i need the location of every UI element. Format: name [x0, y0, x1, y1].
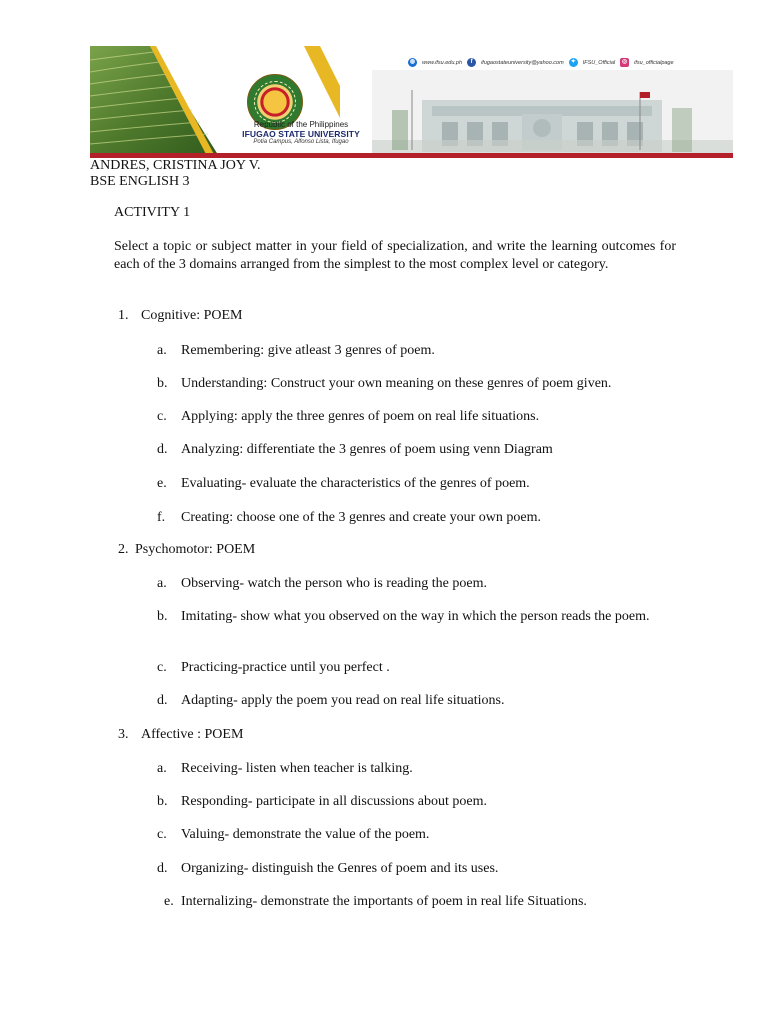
- instagram-icon: ◎: [621, 59, 628, 65]
- website-text: www.ifsu.edu.ph: [422, 59, 463, 66]
- list-item: [164, 893, 684, 911]
- twitter-icon: ✦: [570, 59, 576, 65]
- item-text: Evaluating- evaluate the characteristics of the genres of poem.: [181, 476, 530, 491]
- social-links: [408, 58, 674, 67]
- instagram-text: ifsu_officialpage: [634, 59, 674, 66]
- item-letter: b.: [157, 609, 168, 624]
- letterhead-banner: [90, 46, 733, 158]
- item-text: Imitating- show what you observed on the way in which the person reads the poem.: [181, 609, 650, 624]
- list-item: [157, 408, 677, 426]
- globe-icon: ◍: [409, 59, 416, 65]
- item-text: Remembering: give atleast 3 genres of poem.: [181, 343, 435, 358]
- list-item: [157, 659, 677, 677]
- item-text: Internalizing- demonstrate the importants of poem in real life Situations.: [181, 894, 587, 909]
- list-item: [157, 475, 677, 493]
- university-name: IFUGAO STATE UNIVERSITY: [242, 129, 360, 139]
- university-name-block: [226, 120, 376, 145]
- republic-label: Republic of the Philippines: [253, 120, 349, 129]
- item-text: Adapting- apply the poem you read on real life situations.: [181, 693, 505, 708]
- list-item: [157, 375, 677, 393]
- section-heading-cognitive: [118, 308, 243, 324]
- item-letter: c.: [157, 827, 167, 842]
- section-number: 3.: [118, 727, 129, 742]
- item-text: Valuing- demonstrate the value of the poem.: [181, 827, 430, 842]
- campus-building-image: [372, 70, 733, 158]
- item-letter: e.: [157, 476, 167, 491]
- item-text: Creating: choose one of the 3 genres and create your own poem.: [181, 510, 541, 525]
- item-letter: d.: [157, 693, 168, 708]
- item-letter: b.: [157, 376, 168, 391]
- student-name: ANDRES, CRISTINA JOY V.: [90, 158, 261, 173]
- campus-address: Potia Campus, Alfonso Lista, Ifugao: [253, 139, 349, 145]
- twitter-text: IFSU_Official: [582, 59, 616, 66]
- item-text: Analyzing: differentiate the 3 genres of poem using venn Diagram: [181, 442, 553, 457]
- section-heading-psychomotor: [118, 542, 255, 558]
- list-item: [157, 793, 677, 811]
- item-letter: d.: [157, 861, 168, 876]
- item-text: Organizing- distinguish the Genres of poem and its uses.: [181, 861, 499, 876]
- list-item: [157, 860, 677, 878]
- facebook-icon: f: [467, 58, 476, 67]
- item-letter: a.: [157, 576, 167, 591]
- item-letter: b.: [157, 794, 168, 809]
- list-item: [157, 509, 677, 527]
- section-title: Cognitive: POEM: [141, 308, 243, 323]
- item-letter: a.: [157, 761, 167, 776]
- item-text: Observing- watch the person who is reading the poem.: [181, 576, 487, 591]
- section-title: Psychomotor: POEM: [135, 542, 256, 557]
- section-title: Affective : POEM: [141, 727, 244, 742]
- list-item: [157, 692, 677, 710]
- item-letter: c.: [157, 409, 167, 424]
- item-letter: a.: [157, 343, 167, 358]
- activity-title: ACTIVITY 1: [114, 205, 191, 220]
- list-item: [157, 608, 677, 626]
- item-text: Applying: apply the three genres of poem on real life situations.: [181, 409, 540, 424]
- list-item: [157, 342, 677, 360]
- item-text: Understanding: Construct your own meaning on these genres of poem given.: [181, 376, 612, 391]
- item-text: Responding- participate in all discussions about poem.: [181, 794, 488, 809]
- list-item: [157, 826, 677, 844]
- section-number: 2.: [118, 542, 129, 557]
- item-letter: f.: [157, 510, 166, 525]
- item-text: Receiving- listen when teacher is talking.: [181, 761, 413, 776]
- item-letter: c.: [157, 660, 167, 675]
- item-letter: d.: [157, 442, 168, 457]
- section-number: 1.: [118, 308, 129, 323]
- list-item: [157, 441, 677, 459]
- list-item: [157, 575, 677, 593]
- item-text: Practicing-practice until you perfect .: [181, 660, 390, 675]
- section-heading-affective: [118, 727, 243, 743]
- email-text: ifugaostateuniversity@yahoo.com: [481, 59, 564, 66]
- student-course: BSE ENGLISH 3: [90, 174, 190, 189]
- item-letter: e.: [164, 894, 174, 909]
- activity-instructions: Select a topic or subject matter in your field of specialization, and write the learning outcomes for each of the 3 domains arranged from the simplest to the most complex level or category.: [114, 239, 676, 272]
- list-item: [157, 760, 677, 778]
